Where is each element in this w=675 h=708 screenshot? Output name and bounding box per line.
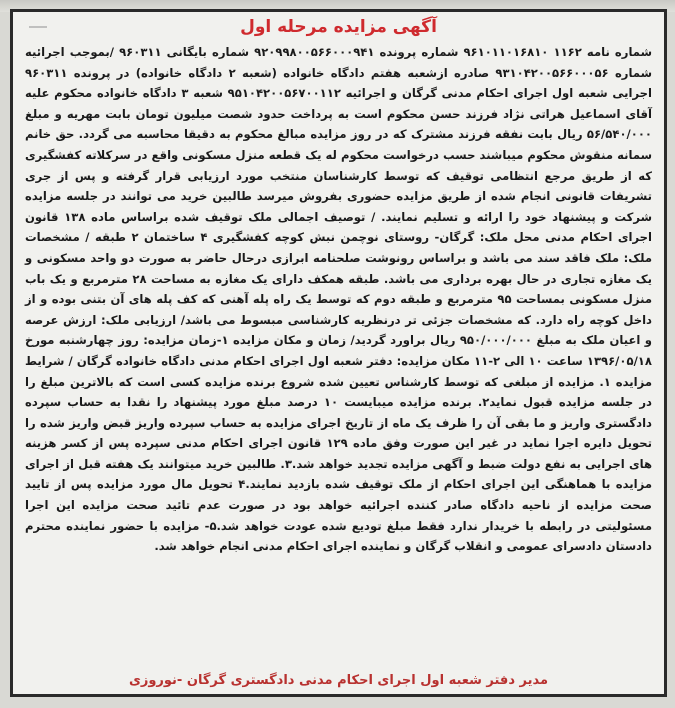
- notice-body: شماره نامه ۱۱۶۲ ۹۶۱۰۱۱۰۱۶۸۱۰ شماره پرونده ۹۲۰۹۹۸۰۰۵۶۶۰۰۰۹۴۱ شماره بایگانی ۹۶۰۳۱۱ /بموجب اجرائیه شماره ۹۳۱۰۴۲۰۰۵۶۶۰۰۰۵۶ صادره ازشعبه هفتم دادگاه خانواده (شعبه ۲ دادگاه خانواده) در پرونده ۹۶۰۳۱۱ اجرایی شعبه اول اجرای احکام مدنی گرگان و اجرائیه ۹۵۱۰۴۲۰۰۵۶۷۰۰۱۱۲ شعبه ۳ دادگاه خانواده محکوم علیه آقای اسماعیل هراتی نژاد فرزند حسن محکوم است به پرداخت حدود شصت میلیون تومان بابت مهریه و مبلغ ۵۶/۵۴۰/۰۰۰ ریال بابت نفقه فرزند مشترک که در روز مزایده مبالغ محکوم به دقیقا محاسبه می گردد. حق خانم سمانه منقوش محکوم میباشند حسب درخواست محکوم له یک قطعه منزل مسکونی واقع در سرکلاته کفشگیری که از طریق مرجع انتظامی توقیف که توسط کارشناسان منتخب مورد ارزیابی قرار گرفته و پس از جری تشریفات قانونی انجام شده از طریق مزایده حضوری بفروش میرسد طالبین خرید می توانند در جلسه مزایده شرکت و پیشنهاد خود را ارائه و تسلیم نمایند. / توصیف اجمالی ملک توقیف شده براساس ماده ۱۳۸ قانون اجرای احکام مدنی محل ملک: گرگان- روستای نوچمن نبش کوچه کفشگیری ۴ ساختمان ۲ طبقه / مشخصات ملک: ملک فاقد سند می باشد و براساس رونوشت صلحنامه ابرازی درحال حاضر به صورت دو واحد مسکونی و یک مغازه تجاری در حال بهره برداری می باشد. طبقه همکف دارای یک مغازه به مساحت ۲۸ مترمربع و یک باب منزل مسکونی بمساحت ۹۵ مترمربع و طبقه دوم که توسط یک راه پله آهنی که کف پله های آن بتنی بوده و از داخل کوچه راه دارد. که مشخصات جزئی تر درنظریه کارشناسی مبسوط می باشد/ ارزیابی ملک: ارزش عرصه و اعیان ملک به مبلغ ۹۵۰/۰۰۰/۰۰۰ ریال براورد گردید/ زمان و مکان مزایده ۱-زمان مزایده: روز چهارشنبه مورخ ۱۳۹۶/۰۵/۱۸ ساعت ۱۰ الی ۲-۱۱ مکان مزایده: دفتر شعبه اول اجرای احکام مدنی دادگاه خانواده گرگان / شرایط مزایده ۱. مزایده از مبلغی که توسط کارشناس تعیین شده شروع برنده مزایده کسی است که بالاترین مبلغ را در جلسه مزایده قبول نماید۲. برنده مزایده میبایست ۱۰ درصد مبلغ مورد پیشنهاد را نقدا به حساب سپرده دادگستری واریز و ما بقی آن را ظرف یک ماه از تاریخ اجرای مزایده به حساب سپرده واریز قبض واریز شده را تحویل دایره اجرا نماید در غیر این صورت وفق ماده ۱۲۹ قانون اجرای احکام مدنی سپرده پس از کسر هزینه های اجرایی به نفع دولت ضبط و آگهی مزایده تجدید خواهد شد.۳. طالبین خرید میتوانند یک هفته قبل از اجرای مزایده با هماهنگی این اجرای احکام از ملک توقیف شده بازدید نمایند.۴ تحویل مال مورد مزایده پس از تایید صحت مزایده از ناحیه دادگاه صادر کننده اجرائیه خواهد بود در صورت عدم تائید صحت مزایده این اجرا مسئولیتی در رابطه با خریدار ندارد فقط مبلغ تودیع شده عودت خواهد شد.۵- مزایده با حضور نماینده محترم دادستان دادسرای عمومی و انقلاب گرگان و نماینده اجرای احکام مدنی انجام خواهد شد.: [25, 45, 653, 554]
- scan-artifact: [29, 26, 47, 38]
- notice-signature: مدیر دفتر شعبه اول اجرای احکام مدنی دادگستری گرگان -نوروزی: [128, 673, 549, 688]
- auction-notice: [10, 9, 667, 697]
- notice-title: آگهی مزایده مرحله اول: [240, 17, 437, 37]
